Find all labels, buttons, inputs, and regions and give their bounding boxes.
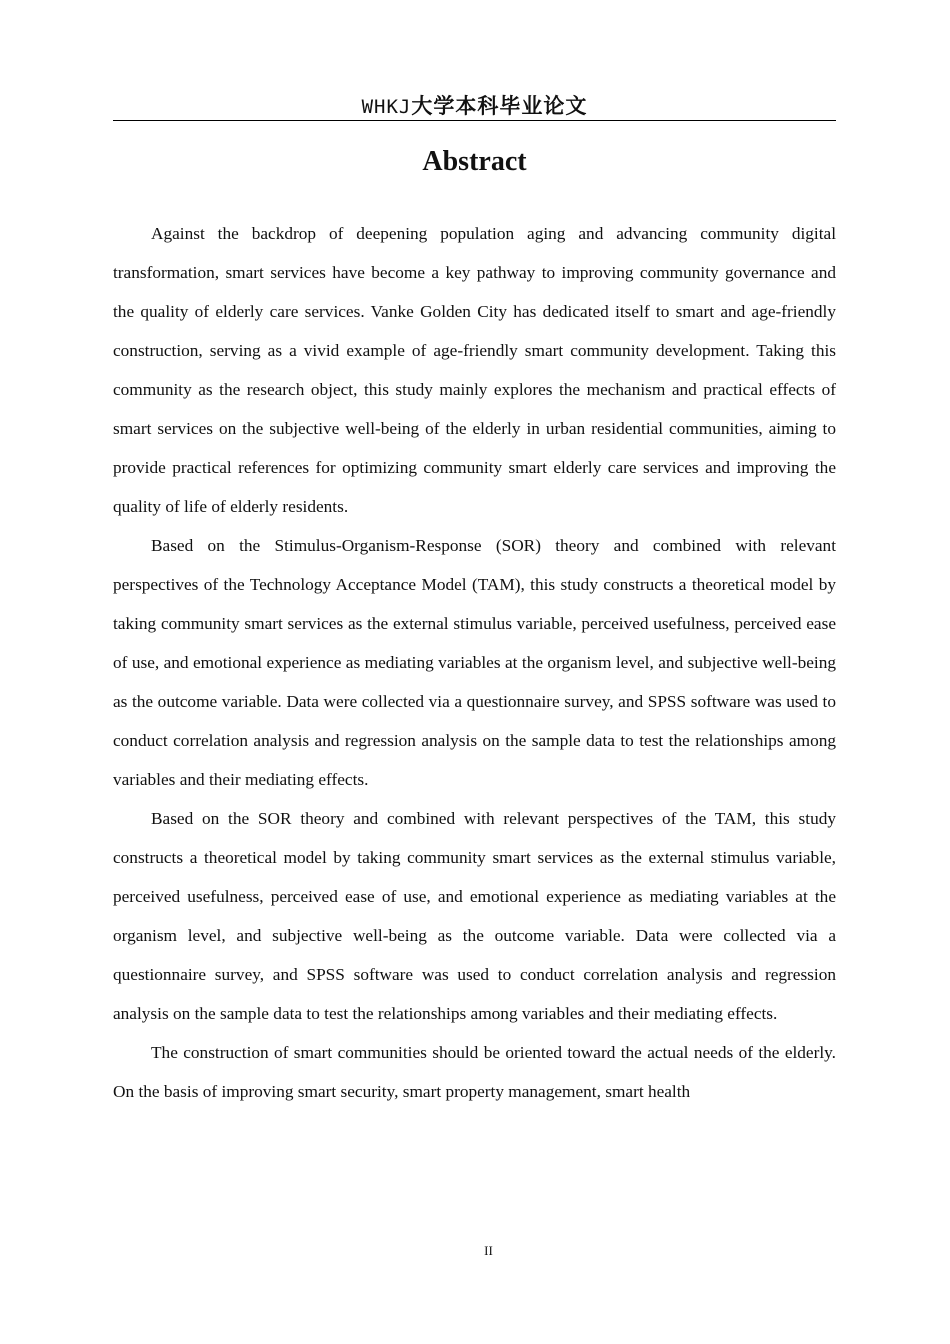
paragraph-1: Against the backdrop of deepening population aging and advancing community digital transformation, smart services have become a key pathway to improving community governance and the quality of elderly care services. Vanke Golden City has dedicated itself to smart and age-friendly construction, serving as a vivid example of age-friendly smart community development. Taking this community as the research object, this study mainly explores the mechanism and practical effects of smart services on the subjective well-being of the elderly in urban residential communities, aiming to provide practical references for optimizing community smart elderly care services and improving the quality of life of elderly residents. [113, 224, 836, 516]
header-rule [113, 120, 836, 121]
abstract-title: Abstract [422, 146, 527, 177]
paragraph-2: Based on the Stimulus-Organism-Response (SOR) theory and combined with relevant perspectives of the Technology Acceptance Model (TAM), this study constructs a theoretical model by taking community smart services as the external stimulus variable, perceived usefulness, perceived ease of use, and emotional experience as mediating variables at the organism level, and subjective well-being as the outcome variable. Data were collected via a questionnaire survey, and SPSS software was used to conduct correlation analysis and regression analysis on the sample data to test the relationships among variables and their mediating effects. [113, 536, 836, 789]
paragraph-3: Based on the SOR theory and combined with relevant perspectives of the TAM, this study constructs a theoretical model by taking community smart services as the external stimulus variable, perceived usefulness, perceived ease of use, and emotional experience as mediating variables at the organism level, and subjective well-being as the outcome variable. Data were collected via a questionnaire survey, and SPSS software was used to conduct correlation analysis and regression analysis on the sample data to test the relationships among variables and their mediating effects. [113, 809, 836, 1023]
header-title: 大学本科毕业论文 [411, 94, 588, 118]
paragraph-4: The construction of smart communities should be oriented toward the actual needs of the elderly. On the basis of improving smart security, smart property management, smart health [113, 1043, 836, 1101]
abstract-body [113, 214, 836, 1111]
page-number: II [484, 1243, 493, 1258]
running-header [113, 92, 836, 120]
header-code: WHKJ [361, 96, 412, 118]
